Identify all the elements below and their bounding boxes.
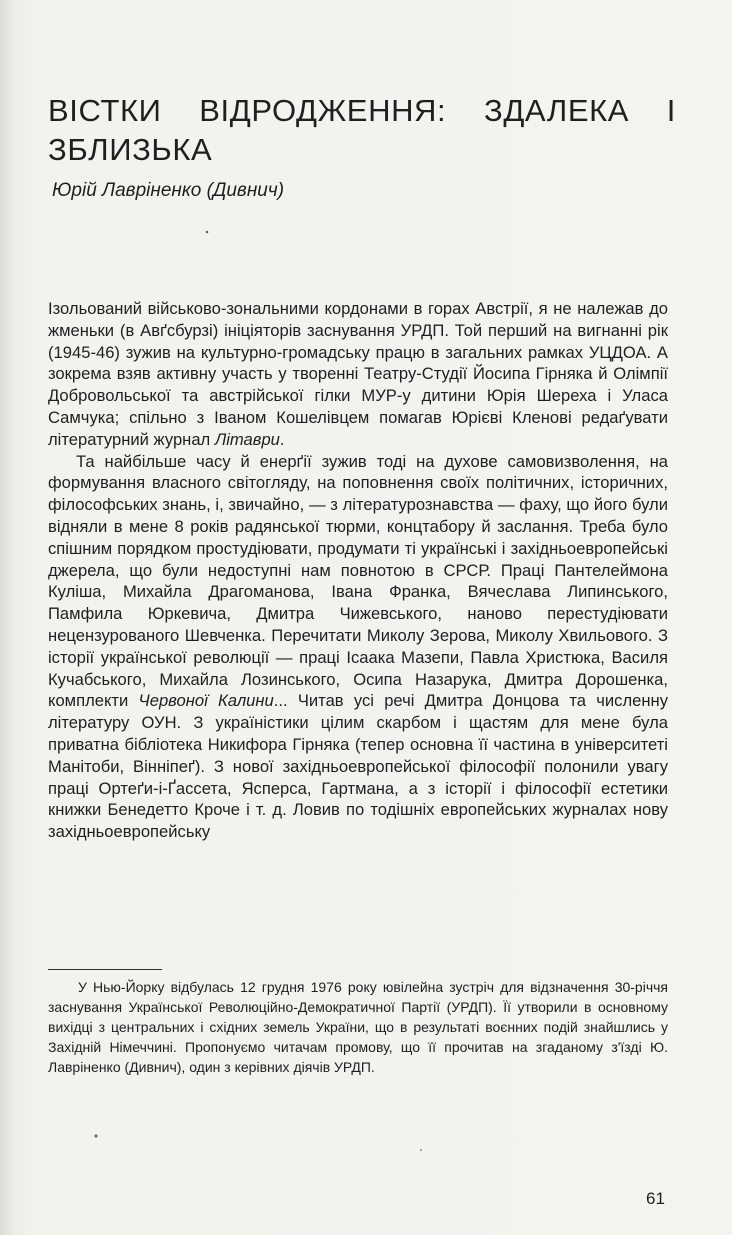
paragraph-1	[48, 298, 668, 451]
paragraph-1-text: Ізольований військово-зональними кордонами в горах Австрії, я не належав до жменьки (в Авґсбурзі) ініціяторів заснування УРДП. Той перший на вигнанні рік (1945-46) зужив на культурно-громадську працю в загальних рамках УЦДОА. А зокрема взяв активну участь у творенні Театру-Студії Йосипа Гірняка й Олімпії Добровольської та австрійської гілки МУР-у дитини Юрія Шереха і Уласа Самчука; спільно з Іваном Кошелівцем помагав Юрієві Кленові редаґувати літературний журнал	[48, 299, 668, 449]
paragraph-2-end: ... Читав усі речі Дмитра Донцова та численну літературу ОУН. З україністики цілим скарбом і щастям для мене була приватна бібліотека Никифора Гірняка (тепер основна її частина в університеті Манітоби, Вінніпеґ). З нової західньоевропейської філософії полонили увагу праці Ортеґи-і-Ґассета, Ясперса, Гартмана, а з історії і філософії естетики книжки Бенедетто Кроче і т. д. Ловив по тодішніх европейських журналах нову західньоевропейську	[48, 691, 668, 842]
journal-title-chervona-kalyna: Червоної Калини	[138, 691, 274, 711]
footnote: У Нью-Йорку відбулась 12 грудня 1976 року ювілейна зустріч для відзначення 30-річчя заснування Української Революційно-Демократичної Партії (УРДП). Її утворили в основному вихідці з центральних і східних земель України, що в результаті воєнних подій знайшлись у Західній Німеччині. Пропонуємо читачам промову, що її прочитав на згаданому з'їзді Ю. Лавріненко (Дивнич), один з керівних діячів УРДП.	[48, 979, 668, 1075]
article-author	[52, 180, 284, 202]
paragraph-2	[48, 451, 668, 843]
paragraph-1-end: .	[279, 429, 285, 449]
author-name: Юрій Лавріненко (Дивнич)	[52, 180, 285, 201]
paragraph-2-text: Та найбільше часу й енерґії зужив тоді на духове самовизволення, на формування власного світогляду, на поповнення своїх політичних, історичних, філософських знань, і, звичайно, — з літературознавства — фаху, що його були відняли в мене 8 років радянської тюрми, концтабору й заслання. Треба було спішним порядком простудіювати, продумати ті українські і західньоевропейські джерела, що були недоступні нам повнотою в СРСР. Праці Пантелеймона Куліша, Михайла Драгоманова, Івана Франка, Вячеслава Липинського, Памфила Юркевича, Дмитра Чижевського, наново перестудіювати нецензурованого Шевченка. Перечитати Миколу Зерова, Миколу Хвильового. З історії української революції — праці Ісаака Мазепи, Павла Христюка, Василя Кучабського, Михайла Лозинського, Осипа Назарука, Дмитра Дорошенка, комплекти	[48, 451, 668, 711]
journal-title-litavry: Літаври	[214, 429, 280, 449]
footnote-divider	[48, 969, 162, 970]
article-body	[48, 298, 668, 843]
article-title: ВІСТКИ ВІДРОДЖЕННЯ: ЗДАЛЕКА І ЗБЛИЗЬКА	[48, 93, 676, 167]
page-number: 61	[646, 1189, 665, 1208]
